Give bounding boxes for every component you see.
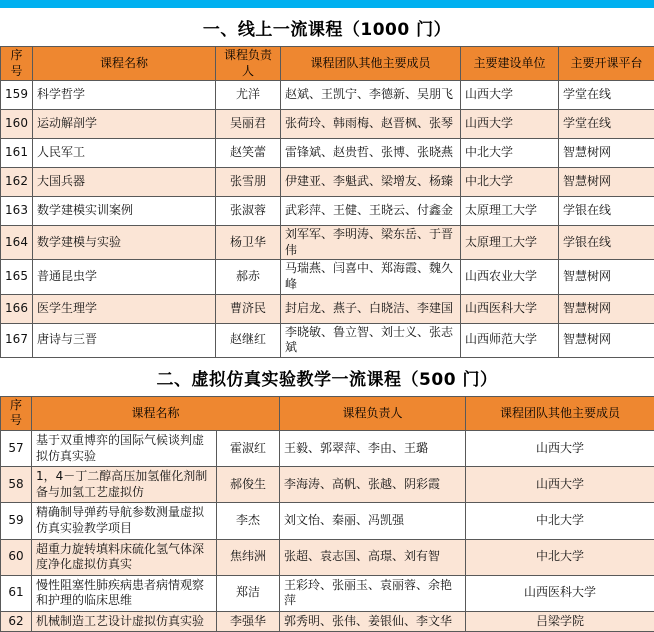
table-row — [1, 430, 654, 466]
cell-leader: 张雪朋 — [216, 168, 281, 197]
cell-members: 赵斌、王凯宁、李德新、吴朋飞 — [281, 81, 461, 110]
cell-name: 数学建模实训案例 — [33, 197, 216, 226]
cell-org: 中北大学 — [466, 539, 654, 575]
cell-members: 张超、袁志国、高璟、刘有智 — [280, 539, 466, 575]
cell-leader: 赵笑蕾 — [216, 139, 281, 168]
virtual-sim-courses-table — [0, 396, 654, 632]
cell-members: 李晓敏、鲁立智、刘士义、张志斌 — [281, 323, 461, 357]
cell-no: 57 — [1, 430, 32, 466]
table-header-row — [1, 47, 654, 81]
cell-no: 59 — [1, 503, 32, 539]
cell-name: 慢性阻塞性肺疾病患者病情观察和护理的临床思维 — [32, 575, 217, 611]
cell-members: 郭秀明、张伟、姜银仙、李文华 — [280, 611, 466, 632]
cell-no: 60 — [1, 539, 32, 575]
cell-org: 山西大学 — [461, 110, 559, 139]
column-header-members: 课程团队其他主要成员 — [466, 396, 654, 430]
cell-no: 164 — [1, 226, 33, 260]
cell-org: 山西师范大学 — [461, 323, 559, 357]
online-courses-table — [0, 46, 654, 358]
column-header-org: 主要建设单位 — [461, 47, 559, 81]
cell-platform: 智慧树网 — [559, 294, 654, 323]
table-row — [1, 323, 654, 357]
cell-org: 中北大学 — [466, 503, 654, 539]
cell-members: 武彩萍、王健、王晓云、付鑫金 — [281, 197, 461, 226]
cell-org: 中北大学 — [461, 139, 559, 168]
table-row — [1, 197, 654, 226]
column-header-course-name: 课程名称 — [33, 47, 216, 81]
cell-org: 山西大学 — [461, 81, 559, 110]
table-row — [1, 503, 654, 539]
cell-leader: 张淑蓉 — [216, 197, 281, 226]
top-accent-bar — [0, 0, 654, 8]
cell-no: 167 — [1, 323, 33, 357]
cell-members: 王彩玲、张丽玉、袁丽蓉、余艳萍 — [280, 575, 466, 611]
cell-members: 王毅、郭翠萍、李由、王璐 — [280, 430, 466, 466]
cell-platform: 学银在线 — [559, 226, 654, 260]
cell-platform: 智慧树网 — [559, 323, 654, 357]
table-header-row — [1, 396, 654, 430]
cell-name: 普通昆虫学 — [33, 260, 216, 294]
cell-platform: 学堂在线 — [559, 81, 654, 110]
cell-leader: 曹济民 — [216, 294, 281, 323]
table-row — [1, 168, 654, 197]
table-row — [1, 139, 654, 168]
cell-no: 165 — [1, 260, 33, 294]
cell-platform: 学堂在线 — [559, 110, 654, 139]
cell-members: 张荷玲、韩雨梅、赵晋枫、张琴 — [281, 110, 461, 139]
cell-leader: 李强华 — [217, 611, 280, 632]
cell-org: 山西医科大学 — [461, 294, 559, 323]
cell-name: 大国兵器 — [33, 168, 216, 197]
table-row — [1, 611, 654, 632]
cell-name: 机械制造工艺设计虚拟仿真实验 — [32, 611, 217, 632]
section2-title: 二、虚拟仿真实验教学一流课程（500 门） — [0, 358, 654, 396]
cell-org: 吕梁学院 — [466, 611, 654, 632]
cell-platform: 学银在线 — [559, 197, 654, 226]
table-row — [1, 110, 654, 139]
cell-members: 雷锋斌、赵贵哲、张博、张晓燕 — [281, 139, 461, 168]
cell-leader: 吴丽君 — [216, 110, 281, 139]
cell-platform: 智慧树网 — [559, 139, 654, 168]
cell-no: 61 — [1, 575, 32, 611]
table-row — [1, 467, 654, 503]
table-row — [1, 260, 654, 294]
cell-no: 163 — [1, 197, 33, 226]
column-header-members: 课程团队其他主要成员 — [281, 47, 461, 81]
cell-name: 运动解剖学 — [33, 110, 216, 139]
cell-members: 伊建亚、李魁武、梁增友、杨臻 — [281, 168, 461, 197]
cell-leader: 焦纬洲 — [217, 539, 280, 575]
cell-org: 太原理工大学 — [461, 197, 559, 226]
cell-no: 161 — [1, 139, 33, 168]
cell-org: 山西大学 — [466, 430, 654, 466]
cell-no: 62 — [1, 611, 32, 632]
cell-members: 李海涛、高帆、张越、阴彩霞 — [280, 467, 466, 503]
cell-org: 山西农业大学 — [461, 260, 559, 294]
cell-platform: 智慧树网 — [559, 168, 654, 197]
cell-leader: 霍淑红 — [217, 430, 280, 466]
cell-name: 1，4－丁二醇高压加氢催化剂制备与加氢工艺虚拟仿 — [32, 467, 217, 503]
cell-org: 山西大学 — [466, 467, 654, 503]
cell-leader: 杨卫华 — [216, 226, 281, 260]
column-header-course-name: 课程名称 — [32, 396, 280, 430]
column-header-platform: 主要开课平台 — [559, 47, 654, 81]
cell-members: 刘文怡、秦丽、冯凯强 — [280, 503, 466, 539]
cell-members: 刘军军、李明涛、梁东岳、于晋伟 — [281, 226, 461, 260]
cell-name: 人民军工 — [33, 139, 216, 168]
cell-leader: 赵继红 — [216, 323, 281, 357]
cell-leader: 郝俊生 — [217, 467, 280, 503]
cell-name: 科学哲学 — [33, 81, 216, 110]
cell-members: 马瑞燕、闫喜中、郑海霞、魏久峰 — [281, 260, 461, 294]
cell-leader: 尤洋 — [216, 81, 281, 110]
cell-no: 58 — [1, 467, 32, 503]
cell-members: 封启龙、燕子、白晓洁、李建国 — [281, 294, 461, 323]
cell-name: 基于双重博弈的国际气候谈判虚拟仿真实验 — [32, 430, 217, 466]
cell-name: 医学生理学 — [33, 294, 216, 323]
cell-leader: 郝赤 — [216, 260, 281, 294]
cell-platform: 智慧树网 — [559, 260, 654, 294]
cell-leader: 李杰 — [217, 503, 280, 539]
table-row — [1, 575, 654, 611]
table-row — [1, 294, 654, 323]
cell-name: 超重力旋转填料床硫化氢气体深度净化虚拟仿真实 — [32, 539, 217, 575]
column-header-no: 序号 — [1, 47, 33, 81]
column-header-leader: 课程负责人 — [280, 396, 466, 430]
cell-no: 159 — [1, 81, 33, 110]
cell-name: 精确制导弹药导航参数测量虚拟仿真实验教学项目 — [32, 503, 217, 539]
section1-title: 一、线上一流课程（1000 门） — [0, 8, 654, 46]
column-header-no: 序号 — [1, 396, 32, 430]
cell-org: 太原理工大学 — [461, 226, 559, 260]
table-row — [1, 226, 654, 260]
cell-org: 中北大学 — [461, 168, 559, 197]
cell-leader: 郑洁 — [217, 575, 280, 611]
table-row — [1, 539, 654, 575]
table-row — [1, 81, 654, 110]
cell-no: 162 — [1, 168, 33, 197]
cell-no: 166 — [1, 294, 33, 323]
column-header-leader: 课程负责人 — [216, 47, 281, 81]
cell-no: 160 — [1, 110, 33, 139]
cell-name: 数学建模与实验 — [33, 226, 216, 260]
cell-org: 山西医科大学 — [466, 575, 654, 611]
cell-name: 唐诗与三晋 — [33, 323, 216, 357]
